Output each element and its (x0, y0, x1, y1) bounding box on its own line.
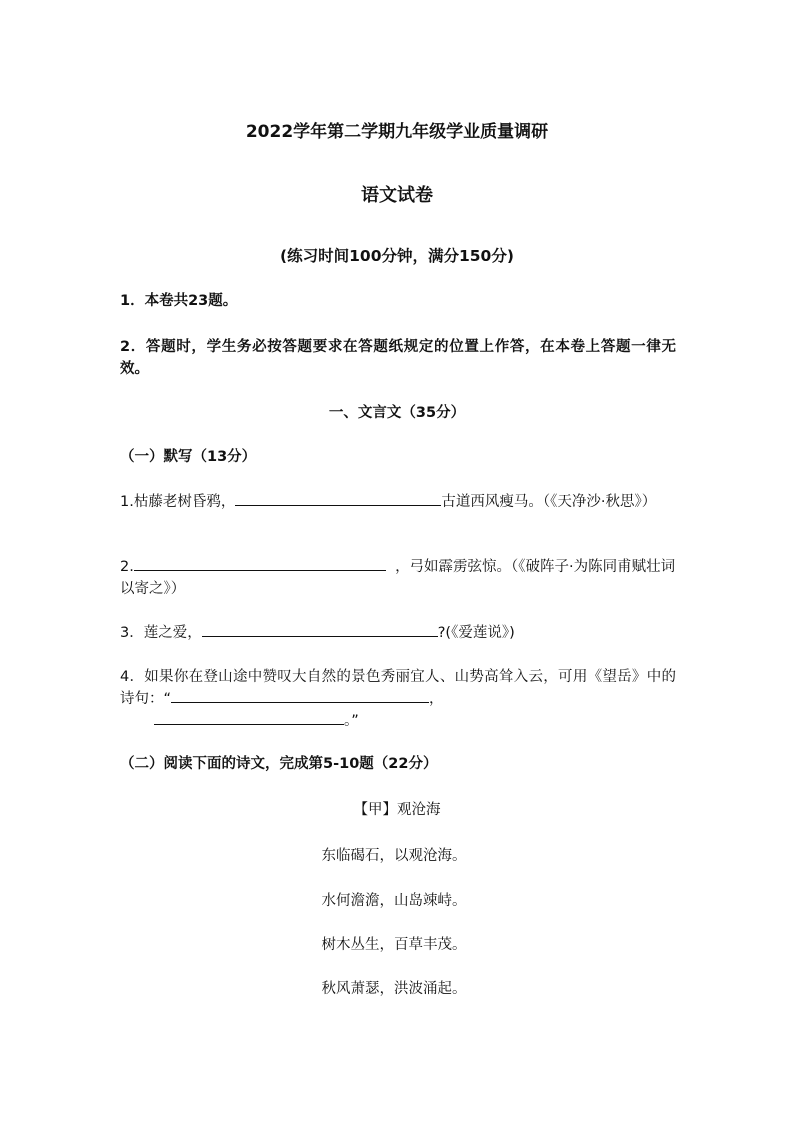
poem-line: 东临碣石，以观沧海。 (321, 848, 467, 864)
q2-suffix: ，弓如霹雳弦惊。（《破阵子·为陈同甫赋壮词以寄之》） (120, 559, 676, 597)
q3-answer-blank[interactable] (202, 622, 438, 637)
part-1-heading: （一）默写（13分） (120, 449, 257, 465)
time-note: (练习时间100分钟，满分150分) (280, 247, 514, 265)
exam-title: 2022学年第二学期九年级学业质量调研 (245, 122, 549, 142)
q1-prefix: 1.枯藤老树昏鸦， (120, 494, 236, 510)
poem-line: 水何澹澹，山岛竦峙。 (321, 893, 467, 909)
part-2-heading: （二）阅读下面的诗文，完成第5-10题（22分） (120, 756, 438, 772)
poem-title: 【甲】观沧海 (353, 802, 441, 818)
q4-answer-blank-2[interactable] (154, 710, 344, 725)
section-1-heading: 一、文言文（35分） (328, 405, 466, 421)
question-1 (120, 491, 676, 513)
q1-answer-blank[interactable] (235, 491, 441, 506)
question-4 (120, 666, 676, 732)
q4-answer-blank-1[interactable] (171, 688, 429, 703)
poem-line: 树木丛生，百草丰茂。 (321, 937, 467, 953)
q1-suffix: 古道西风瘦马。（《天净沙·秋思》） (441, 494, 657, 510)
question-2 (120, 556, 676, 600)
poem-line: 秋风萧瑟，洪波涌起。 (321, 981, 467, 997)
q4-end: 。” (344, 713, 359, 729)
question-3 (120, 622, 676, 644)
subject-title: 语文试卷 (361, 185, 433, 206)
q2-prefix: 2. (120, 559, 134, 575)
q4-text: 4．如果你在登山途中赞叹大自然的景色秀丽宜人、山势高耸入云，可用《望岳》中的诗句：“ (120, 669, 676, 707)
note-2: 2．答题时，学生务必按答题要求在答题纸规定的位置上作答，在本卷上答题一律无效。 (120, 339, 676, 377)
q3-prefix: 3．莲之爱， (120, 625, 202, 641)
q4-comma: ， (429, 691, 444, 707)
note-1: 1．本卷共23题。 (120, 293, 238, 309)
q2-answer-blank[interactable] (134, 556, 386, 571)
q3-suffix: ?(《爱莲说》) (437, 625, 515, 641)
